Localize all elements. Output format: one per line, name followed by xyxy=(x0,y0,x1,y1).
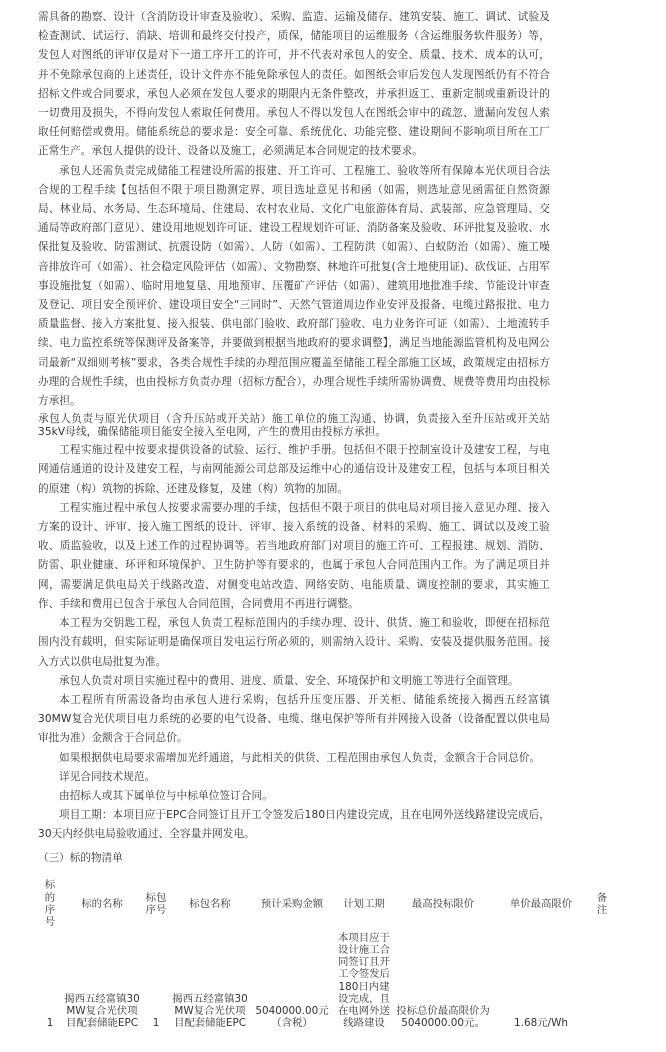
table-row xyxy=(38,932,614,1032)
paragraph-procedures: 工程实施过程中承包人按要求需要办理的手续，包括但不限于项目的供电局对项目接入意见办理、接入方案的设计、评审、接入施工图纸的设计、评审、接入系统的设备、材料的采购、施工、调试以及竣工验收、质监验收，以及上述工作的过程协调等。若当地政府部门对项目的施工许可、工程报建、规划、消防、防雷、职业健康、环评和环境保护、卫生防护等有要求的，也属于承包人合同范围内工作。为了满足项目并网，需要满足供电局关于线路改造、对侧变电站改造、网络安防、电能质量、调度控制的要求，其实施工作、手续和费用已包含于承包人合同范围，合同费用不再进行调整。 xyxy=(38,501,550,610)
header-plan: 计划工期 xyxy=(343,897,385,910)
header-seq: 标的序号 xyxy=(44,879,56,928)
paragraph-management: 承包人负责对项目实施过程中的费用、进度、质量、安全、环境保护和文明施工等进行全面管理。 xyxy=(59,674,519,687)
paragraph-turnkey: 本工程为交钥匙工程，承包人负责工程标范围内的手续办理、设计、供货、施工和验收，即便在招标范围内没有载明，但实际证明是确保项目发电运行所必须的，则需纳入设计、采购、安装及提供服务范围。接入方式以供电局批复为准。 xyxy=(38,617,550,668)
header-unit-max: 单价最高限价 xyxy=(509,897,573,910)
cell-budget: 5040000.00元（含税） xyxy=(255,1004,329,1030)
header-remark: 备注 xyxy=(596,891,608,916)
cell-plan: 本项目应于设计施工合同签订且开工令签发后180日内建设完成，且在电网外送线路建设 xyxy=(338,931,390,1030)
cell-pkg-seq: 1 xyxy=(152,1017,160,1030)
paragraph-equipment: 本工程所有所需设备均由承包人进行采购，包括升压变压器、开关柜、储能系统接入揭西五经富镇30MW复合光伏项目电力系统的必要的电气设备、电缆、继电保护等所有并网接入设备（设备配置以供电局审批为准）金额含于合同总价。 xyxy=(38,693,550,745)
header-pkg-seq: 标包序号 xyxy=(145,891,167,916)
paragraph-contract: 由招标人或其下属单位与中标单位签订合同。 xyxy=(59,789,273,802)
cell-max-bid: 投标总价最高限价为5040000.00元。 xyxy=(396,1004,490,1030)
cell-name: 揭西五经富镇30MW复合光伏项目配套储能EPC xyxy=(64,992,140,1030)
paragraph-permits: 承包人还需负责完成储能工程建设所需的报建、开工许可、工程施工、验收等所有保障本光伏项目合法合规的工程手续【包括但不限于项目勘测定界、项目选址意见书和函（如需，则选址意见函需征自然资源局、林业局、水务局、生态环境局、住建局、农村农业局、文化广电旅游体育局、武装部、应急管理局、交通局等政府部门意见）、建设用地规划许可证、建设工程规划许可证、消防备案及验收、环评批复及验收、水保批复及验收、防雷测试、抗震设防（如需）、人防（如需）、工程防洪（如需）、白蚁防治（如需）、施工噪音排放许可（如需）、社会稳定风险评估（如需）、文物勘察、林地许可批复(含土地使用证)、砍伐证、占用军事设施批复（如需）、临时用地复垦、用地预审、压覆矿产评估（如需）、建筑用地批准手续、节能设计审查及登记、项目安全预评价、建设项目安全“三同时”、天然气管道周边作业安评及报备、电缆过路报批、电力质量监督、接入方案批复、接入报装、供电部门验收、政府部门验收、电力业务许可证（如需）、土地流转手续、电力监控系统等保测评及备案等，并要做到根据当地政府的要求调整】，满足当地能源监管机构及电网公司最新“双细则考核”要求，各类合规性手续的办理范围应覆盖至储能工程全部施工区域，政策规定由招标方办理的合规性手续，也由投标方负责办理（招标方配合），办理合规性手续所需协调费、规费等费用均由投标方承担。 xyxy=(38,164,550,408)
paragraph-coordination: 承包人负责与原光伏项目（含升压站或开关站）施工单位的施工沟通、协调，负责接入至升压站或开关站35kV母线，确保储能项目能安全接入至电网，产生的费用由投标方承担。 xyxy=(38,413,550,438)
paragraph-manuals: 工程实施过程中按要求提供设备的试验、运行、维护手册。包括但不限于控制室设计及建安工程，与电网通信通道的设计及建安工程，与南网能源公司总部及运维中心的通信设计及建安工程，包括与本项目相关的原建（构）筑物的拆除、还建及修复，及建（构）筑物的加固。 xyxy=(38,444,550,495)
cell-remark xyxy=(590,932,614,1032)
items-table xyxy=(38,876,614,1032)
header-pkg-name: 标包名称 xyxy=(189,897,231,910)
header-name: 标的名称 xyxy=(81,897,123,910)
section-title: （三）标的物清单 xyxy=(38,851,123,864)
header-budget: 预计采购金额 xyxy=(260,897,324,910)
header-max-bid: 最高投标限价 xyxy=(411,897,475,910)
paragraph-scope-design: 需具备的勘察、设计（含消防设计审查及验收）、采购、监造、运输及储存、建筑安装、施工、调试、试验及检查测试、试运行、消缺、培训和最终交付投产，质保，储能项目的运维服务（含运维服务软件服务）等，发包人对图纸的评审仅是对下一道工序开工的许可，并不代表对承包人的安全、质量、技术、成本的认可，并不免除承包商的上述责任，设计文件亦不能免除承包人的责任。如图纸会审后发包人发现图纸仍有不符合招标文件或合同要求，承包人必须在发包人要求的期限内无条件整改，并承担返工、重新定制或重新设计的一切费用及损失，不得向发包人索取任何费用。承包人不得以发包人在图纸会审中的疏忽、遗漏向发包人索取任何赔偿或费用。储能系统总的要求是：安全可靠、系统优化、功能完整、建设期间不影响项目所在工厂正常生产。承包人提供的设计、设备以及施工，必须满足本合同规定的技术要求。 xyxy=(38,11,550,158)
cell-seq: 1 xyxy=(46,1017,54,1030)
paragraph-schedule: 项目工期：本项目应于EPC合同签订且开工令签发后180日内建设完成，且在电网外送线路建设完成后，30天内经供电局验收通过、全容量并网发电。 xyxy=(38,809,550,841)
cell-unit-max: 1.68元/Wh xyxy=(514,1017,568,1030)
cell-pkg-name: 揭西五经富镇30MW复合光伏项目配套储能EPC xyxy=(172,992,248,1030)
table-header-row xyxy=(38,876,614,932)
paragraph-spec-ref: 详见合同技术规范。 xyxy=(59,770,156,783)
paragraph-fiber: 如果根据供电局要求需增加光纤通道，与此相关的供货、工程范围由承包人负责，金额含于合同总价。 xyxy=(59,751,541,764)
